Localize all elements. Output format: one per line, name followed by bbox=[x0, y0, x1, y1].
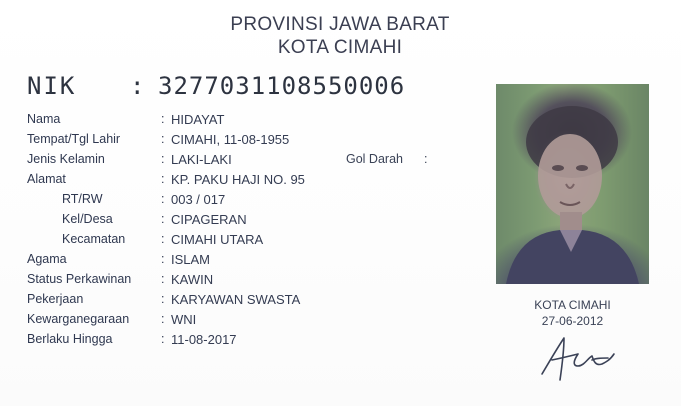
field-separator: : bbox=[161, 252, 165, 266]
field-value: 003 / 017 bbox=[171, 192, 226, 207]
field-separator: : bbox=[161, 232, 165, 246]
field-label: Berlaku Hingga bbox=[27, 332, 113, 346]
signature bbox=[534, 330, 624, 386]
issue-city: KOTA CIMAHI bbox=[534, 298, 611, 312]
field-separator: : bbox=[161, 152, 165, 166]
field-label: Pekerjaan bbox=[27, 292, 84, 306]
field-label: Nama bbox=[27, 112, 61, 126]
blood-type-label: Gol Darah bbox=[346, 152, 403, 166]
field-label: RT/RW bbox=[62, 192, 103, 206]
field-separator: : bbox=[161, 332, 165, 346]
field-label: Kecamatan bbox=[62, 232, 126, 246]
field-separator: : bbox=[161, 172, 165, 186]
field-value: KARYAWAN SWASTA bbox=[171, 292, 301, 307]
holder-photo bbox=[496, 84, 649, 284]
field-value: CIPAGERAN bbox=[171, 212, 247, 227]
field-value: KAWIN bbox=[171, 272, 214, 287]
field-value: KP. PAKU HAJI NO. 95 bbox=[171, 172, 305, 187]
nik-label: NIK bbox=[27, 72, 77, 100]
field-label: Agama bbox=[27, 252, 67, 266]
field-separator: : bbox=[161, 272, 165, 286]
field-value: CIMAHI UTARA bbox=[171, 232, 264, 247]
blood-type-separator: : bbox=[424, 152, 428, 166]
field-separator: : bbox=[161, 292, 165, 306]
field-label: Kel/Desa bbox=[62, 212, 113, 226]
issue-date: 27-06-2012 bbox=[541, 314, 604, 328]
field-label: Alamat bbox=[27, 172, 66, 186]
field-separator: : bbox=[161, 112, 165, 126]
field-separator: : bbox=[161, 132, 165, 146]
field-label: Tempat/Tgl Lahir bbox=[27, 132, 121, 146]
field-separator: : bbox=[161, 212, 165, 226]
field-value: HIDAYAT bbox=[171, 112, 225, 127]
field-separator: : bbox=[161, 312, 165, 326]
field-value: CIMAHI, 11-08-1955 bbox=[171, 132, 290, 147]
field-value: WNI bbox=[171, 312, 197, 327]
field-label: Status Perkawinan bbox=[27, 272, 132, 286]
field-separator: : bbox=[161, 192, 165, 206]
nik-separator: : bbox=[130, 72, 145, 100]
portrait-silhouette bbox=[496, 84, 649, 284]
nik-value: 3277031108550006 bbox=[158, 72, 406, 100]
city-title: KOTA CIMAHI bbox=[277, 37, 403, 58]
field-value: LAKI-LAKI bbox=[171, 152, 232, 167]
field-value: 11-08-2017 bbox=[171, 332, 237, 347]
field-label: Jenis Kelamin bbox=[27, 152, 105, 166]
field-label: Kewarganegaraan bbox=[27, 312, 130, 326]
field-value: ISLAM bbox=[171, 252, 211, 267]
province-title: PROVINSI JAWA BARAT bbox=[230, 14, 450, 35]
